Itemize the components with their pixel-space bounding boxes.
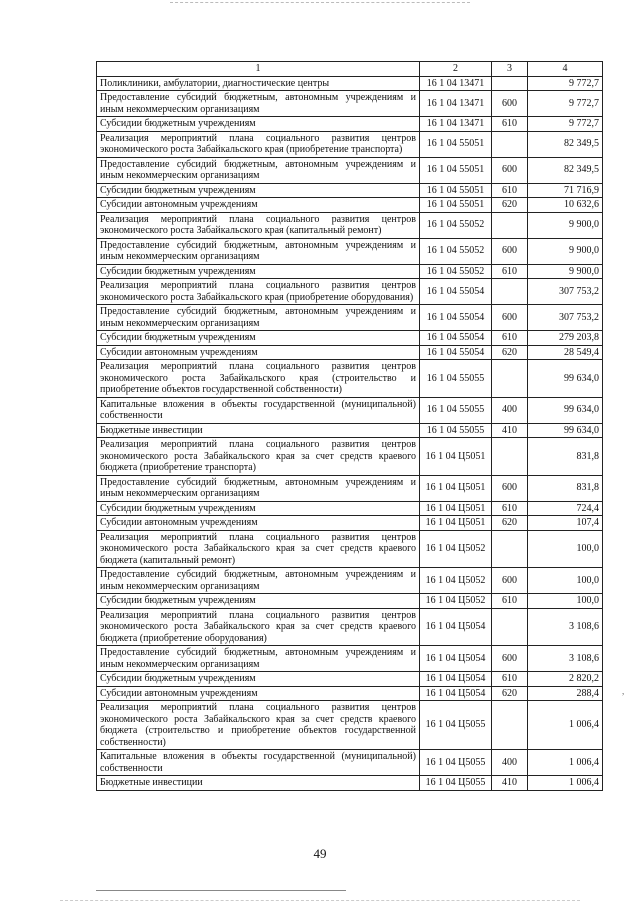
bottom-divider bbox=[96, 890, 346, 891]
row-name-cell: Предоставление субсидий бюджетным, автономным учреждениям и иным некоммерческим организациям bbox=[97, 646, 420, 672]
table-row bbox=[97, 672, 603, 687]
row-name-cell: Субсидии автономным учреждениям bbox=[97, 345, 420, 360]
row-vr-cell: 620 bbox=[492, 516, 528, 531]
row-code-cell: 16 1 04 Ц5055 bbox=[420, 776, 492, 791]
row-sum-cell: 9 772,7 bbox=[528, 91, 603, 117]
row-name-cell: Субсидии бюджетным учреждениям bbox=[97, 331, 420, 346]
row-sum-cell: 10 632,6 bbox=[528, 198, 603, 213]
table-row bbox=[97, 264, 603, 279]
row-sum-cell: 1 006,4 bbox=[528, 776, 603, 791]
row-code-cell: 16 1 04 55051 bbox=[420, 198, 492, 213]
row-vr-cell bbox=[492, 279, 528, 305]
table-row bbox=[97, 438, 603, 476]
row-vr-cell: 610 bbox=[492, 264, 528, 279]
row-vr-cell bbox=[492, 530, 528, 568]
row-code-cell: 16 1 04 Ц5054 bbox=[420, 686, 492, 701]
row-vr-cell: 610 bbox=[492, 117, 528, 132]
header-cell-vr: 3 bbox=[492, 62, 528, 77]
row-vr-cell: 400 bbox=[492, 750, 528, 776]
row-name-cell: Реализация мероприятий плана социального развития центров экономического роста Забайкальского края (строительство и приобретение объектов государственной собственности) bbox=[97, 360, 420, 398]
table-row bbox=[97, 157, 603, 183]
table-row bbox=[97, 397, 603, 423]
row-vr-cell: 600 bbox=[492, 305, 528, 331]
row-vr-cell: 410 bbox=[492, 423, 528, 438]
row-name-cell: Поликлиники, амбулатории, диагностические центры bbox=[97, 76, 420, 91]
table-row bbox=[97, 76, 603, 91]
row-sum-cell: 9 900,0 bbox=[528, 264, 603, 279]
row-vr-cell: 610 bbox=[492, 594, 528, 609]
row-sum-cell: 307 753,2 bbox=[528, 305, 603, 331]
row-code-cell: 16 1 04 13471 bbox=[420, 91, 492, 117]
row-vr-cell bbox=[492, 608, 528, 646]
row-sum-cell: 100,0 bbox=[528, 594, 603, 609]
row-code-cell: 16 1 04 Ц5055 bbox=[420, 750, 492, 776]
table-row bbox=[97, 475, 603, 501]
table-body bbox=[97, 76, 603, 790]
row-name-cell: Субсидии бюджетным учреждениям bbox=[97, 594, 420, 609]
row-sum-cell: 724,4 bbox=[528, 501, 603, 516]
row-sum-cell: 71 716,9 bbox=[528, 183, 603, 198]
row-name-cell: Субсидии бюджетным учреждениям bbox=[97, 501, 420, 516]
row-name-cell: Субсидии бюджетным учреждениям bbox=[97, 117, 420, 132]
row-code-cell: 16 1 04 55054 bbox=[420, 345, 492, 360]
row-sum-cell: 107,4 bbox=[528, 516, 603, 531]
row-sum-cell: 28 549,4 bbox=[528, 345, 603, 360]
table-row bbox=[97, 423, 603, 438]
row-name-cell: Предоставление субсидий бюджетным, автономным учреждениям и иным некоммерческим организациям bbox=[97, 305, 420, 331]
row-name-cell: Реализация мероприятий плана социального развития центров экономического роста Забайкальского края за счет средств краевого бюджета (строительство и приобретение объектов государственной собственности) bbox=[97, 701, 420, 750]
row-sum-cell: 3 108,6 bbox=[528, 646, 603, 672]
table-row bbox=[97, 686, 603, 701]
row-vr-cell: 410 bbox=[492, 776, 528, 791]
table-row bbox=[97, 701, 603, 750]
row-sum-cell: 3 108,6 bbox=[528, 608, 603, 646]
table-row bbox=[97, 594, 603, 609]
row-code-cell: 16 1 04 55051 bbox=[420, 131, 492, 157]
row-sum-cell: 1 006,4 bbox=[528, 701, 603, 750]
row-name-cell: Субсидии автономным учреждениям bbox=[97, 198, 420, 213]
row-vr-cell bbox=[492, 438, 528, 476]
margin-mark: , bbox=[622, 686, 625, 696]
row-sum-cell: 82 349,5 bbox=[528, 157, 603, 183]
row-name-cell: Субсидии бюджетным учреждениям bbox=[97, 264, 420, 279]
table-row bbox=[97, 131, 603, 157]
row-code-cell: 16 1 04 Ц5052 bbox=[420, 530, 492, 568]
row-vr-cell: 400 bbox=[492, 397, 528, 423]
row-code-cell: 16 1 04 Ц5052 bbox=[420, 594, 492, 609]
row-code-cell: 16 1 04 55051 bbox=[420, 183, 492, 198]
row-code-cell: 16 1 04 55054 bbox=[420, 305, 492, 331]
top-divider bbox=[170, 2, 470, 3]
row-sum-cell: 307 753,2 bbox=[528, 279, 603, 305]
row-code-cell: 16 1 04 55055 bbox=[420, 423, 492, 438]
row-sum-cell: 99 634,0 bbox=[528, 397, 603, 423]
row-vr-cell bbox=[492, 212, 528, 238]
row-code-cell: 16 1 04 Ц5054 bbox=[420, 672, 492, 687]
table-row bbox=[97, 91, 603, 117]
row-sum-cell: 831,8 bbox=[528, 475, 603, 501]
row-code-cell: 16 1 04 55054 bbox=[420, 279, 492, 305]
row-sum-cell: 2 820,2 bbox=[528, 672, 603, 687]
table-row bbox=[97, 360, 603, 398]
row-name-cell: Бюджетные инвестиции bbox=[97, 776, 420, 791]
row-vr-cell: 620 bbox=[492, 345, 528, 360]
row-sum-cell: 100,0 bbox=[528, 568, 603, 594]
row-code-cell: 16 1 04 55055 bbox=[420, 397, 492, 423]
row-sum-cell: 82 349,5 bbox=[528, 131, 603, 157]
row-vr-cell bbox=[492, 701, 528, 750]
row-vr-cell: 610 bbox=[492, 501, 528, 516]
row-code-cell: 16 1 04 Ц5054 bbox=[420, 608, 492, 646]
budget-table bbox=[96, 61, 603, 791]
table-row bbox=[97, 345, 603, 360]
table-row bbox=[97, 776, 603, 791]
row-vr-cell: 600 bbox=[492, 475, 528, 501]
row-sum-cell: 100,0 bbox=[528, 530, 603, 568]
table-row bbox=[97, 305, 603, 331]
row-sum-cell: 99 634,0 bbox=[528, 423, 603, 438]
row-code-cell: 16 1 04 13471 bbox=[420, 76, 492, 91]
table-row bbox=[97, 279, 603, 305]
bottom-edge-divider bbox=[60, 900, 580, 901]
table-row bbox=[97, 516, 603, 531]
header-cell-name: 1 bbox=[97, 62, 420, 77]
table-row bbox=[97, 183, 603, 198]
row-sum-cell: 279 203,8 bbox=[528, 331, 603, 346]
row-sum-cell: 1 006,4 bbox=[528, 750, 603, 776]
row-name-cell: Предоставление субсидий бюджетным, автономным учреждениям и иным некоммерческим организациям bbox=[97, 475, 420, 501]
row-name-cell: Реализация мероприятий плана социального развития центров экономического роста Забайкальского края (приобретение оборудования) bbox=[97, 279, 420, 305]
row-code-cell: 16 1 04 55052 bbox=[420, 238, 492, 264]
row-code-cell: 16 1 04 55054 bbox=[420, 331, 492, 346]
row-vr-cell: 600 bbox=[492, 568, 528, 594]
row-code-cell: 16 1 04 Ц5054 bbox=[420, 646, 492, 672]
row-code-cell: 16 1 04 Ц5051 bbox=[420, 438, 492, 476]
header-cell-code: 2 bbox=[420, 62, 492, 77]
row-code-cell: 16 1 04 Ц5051 bbox=[420, 475, 492, 501]
row-code-cell: 16 1 04 Ц5055 bbox=[420, 701, 492, 750]
row-code-cell: 16 1 04 55052 bbox=[420, 212, 492, 238]
row-code-cell: 16 1 04 13471 bbox=[420, 117, 492, 132]
row-sum-cell: 9 772,7 bbox=[528, 117, 603, 132]
row-vr-cell: 600 bbox=[492, 157, 528, 183]
table-row bbox=[97, 646, 603, 672]
row-name-cell: Субсидии автономным учреждениям bbox=[97, 516, 420, 531]
row-name-cell: Предоставление субсидий бюджетным, автономным учреждениям и иным некоммерческим организациям bbox=[97, 238, 420, 264]
table-row bbox=[97, 501, 603, 516]
row-name-cell: Реализация мероприятий плана социального развития центров экономического роста Забайкальского края (капитальный ремонт) bbox=[97, 212, 420, 238]
row-name-cell: Реализация мероприятий плана социального развития центров экономического роста Забайкальского края за счет средств краевого бюджета (приобретение оборудования) bbox=[97, 608, 420, 646]
row-name-cell: Субсидии автономным учреждениям bbox=[97, 686, 420, 701]
row-code-cell: 16 1 04 55055 bbox=[420, 360, 492, 398]
row-code-cell: 16 1 04 Ц5051 bbox=[420, 501, 492, 516]
row-name-cell: Субсидии бюджетным учреждениям bbox=[97, 672, 420, 687]
page-number: 49 bbox=[313, 846, 327, 861]
row-sum-cell: 9 900,0 bbox=[528, 238, 603, 264]
row-vr-cell: 600 bbox=[492, 238, 528, 264]
row-vr-cell: 610 bbox=[492, 331, 528, 346]
row-code-cell: 16 1 04 Ц5051 bbox=[420, 516, 492, 531]
row-vr-cell bbox=[492, 131, 528, 157]
row-vr-cell: 620 bbox=[492, 198, 528, 213]
table-row bbox=[97, 608, 603, 646]
table-row bbox=[97, 212, 603, 238]
table-row bbox=[97, 750, 603, 776]
table-row bbox=[97, 530, 603, 568]
row-sum-cell: 9 900,0 bbox=[528, 212, 603, 238]
row-sum-cell: 99 634,0 bbox=[528, 360, 603, 398]
row-name-cell: Реализация мероприятий плана социального развития центров экономического роста Забайкальского края (приобретение транспорта) bbox=[97, 131, 420, 157]
row-code-cell: 16 1 04 55052 bbox=[420, 264, 492, 279]
table-row bbox=[97, 198, 603, 213]
row-code-cell: 16 1 04 55051 bbox=[420, 157, 492, 183]
row-vr-cell bbox=[492, 360, 528, 398]
row-vr-cell: 600 bbox=[492, 646, 528, 672]
row-name-cell: Капитальные вложения в объекты государственной (муниципальной) собственности bbox=[97, 750, 420, 776]
table-row bbox=[97, 568, 603, 594]
row-vr-cell: 600 bbox=[492, 91, 528, 117]
row-name-cell: Реализация мероприятий плана социального развития центров экономического роста Забайкальского края за счет средств краевого бюджета (приобретение транспорта) bbox=[97, 438, 420, 476]
row-vr-cell: 620 bbox=[492, 686, 528, 701]
row-name-cell: Предоставление субсидий бюджетным, автономным учреждениям и иным некоммерческим организациям bbox=[97, 91, 420, 117]
row-name-cell: Капитальные вложения в объекты государственной (муниципальной) собственности bbox=[97, 397, 420, 423]
row-sum-cell: 288,4 bbox=[528, 686, 603, 701]
row-vr-cell: 610 bbox=[492, 183, 528, 198]
row-vr-cell bbox=[492, 76, 528, 91]
row-sum-cell: 9 772,7 bbox=[528, 76, 603, 91]
row-sum-cell: 831,8 bbox=[528, 438, 603, 476]
header-cell-sum: 4 bbox=[528, 62, 603, 77]
row-name-cell: Предоставление субсидий бюджетным, автономным учреждениям и иным некоммерческим организациям bbox=[97, 157, 420, 183]
table-row bbox=[97, 331, 603, 346]
row-name-cell: Субсидии бюджетным учреждениям bbox=[97, 183, 420, 198]
table-row bbox=[97, 117, 603, 132]
row-code-cell: 16 1 04 Ц5052 bbox=[420, 568, 492, 594]
row-name-cell: Реализация мероприятий плана социального развития центров экономического роста Забайкальского края за счет средств краевого бюджета (капитальный ремонт) bbox=[97, 530, 420, 568]
row-name-cell: Бюджетные инвестиции bbox=[97, 423, 420, 438]
table-header-row bbox=[97, 62, 603, 77]
row-vr-cell: 610 bbox=[492, 672, 528, 687]
row-name-cell: Предоставление субсидий бюджетным, автономным учреждениям и иным некоммерческим организациям bbox=[97, 568, 420, 594]
table-row bbox=[97, 238, 603, 264]
